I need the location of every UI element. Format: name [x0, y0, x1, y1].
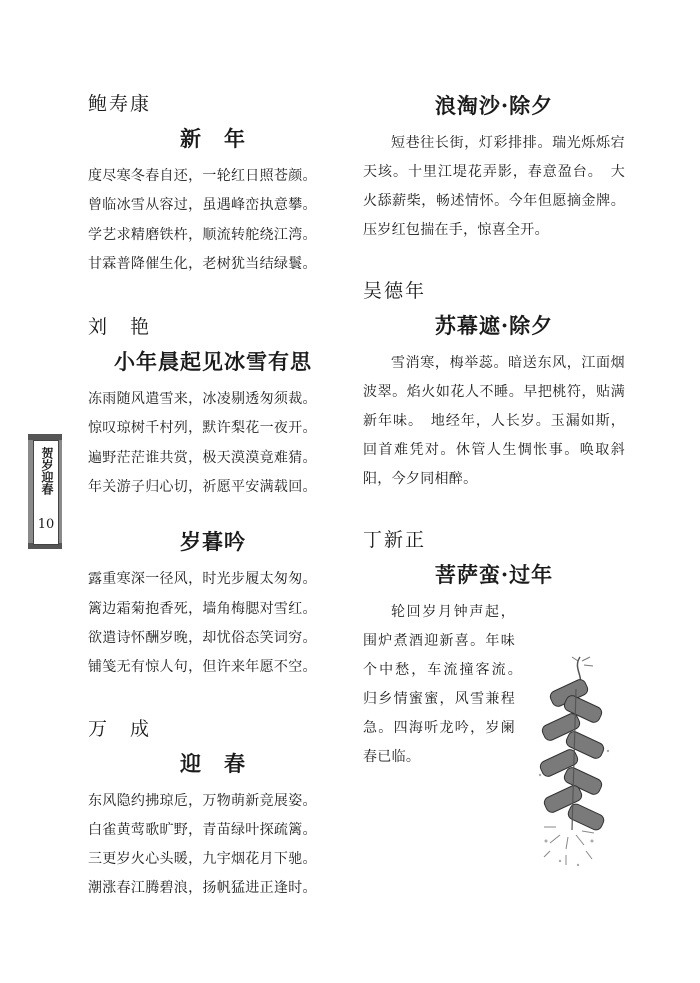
- poem-line: 冻雨随风遣雪来，冰凌剔透匆须裁。: [88, 391, 317, 408]
- poem-line: 东风隐约拂琼卮，万物萌新竞展姿。: [88, 792, 317, 809]
- left-column: [88, 92, 338, 904]
- author-name: 鲍寿康: [88, 93, 152, 115]
- poem-title: 苏幕遮·除夕: [434, 313, 554, 338]
- poem: [88, 528, 338, 682]
- poem: [363, 279, 625, 494]
- page-number: 10: [37, 517, 55, 532]
- firecracker-icon: [520, 655, 620, 875]
- poem-text: 轮回岁月钟声起，围炉煮酒迎新喜。年味个中愁，车流撞客流。 归乡情蜜蜜，风雪兼程急。四海听龙吟，岁阑春已临。: [363, 604, 530, 765]
- poem-line: 惊叹琼树千村列，默许梨花一夜开。: [88, 420, 317, 437]
- poem-title: 新 年: [180, 126, 246, 151]
- poem-line: 曾临冰雪从容过，虽遇峰峦执意攀。: [88, 197, 317, 214]
- poem-line: 篱边霜菊抱香死，墙角梅腮对雪红。: [88, 600, 317, 617]
- author-name: 吴德年: [363, 280, 427, 302]
- tab-inner: [33, 440, 59, 545]
- side-tab: [28, 434, 62, 549]
- poem-line: 欲遣诗怀酬岁晚，却忧俗态笑词穷。: [88, 629, 317, 646]
- poem-line: 年关游子归心切，祈愿平安满载回。: [88, 479, 317, 496]
- poem-title: 浪淘沙·除夕: [434, 93, 554, 118]
- poem-line: 遍野茫茫谁共赏，极天漠漠竟难猜。: [88, 449, 317, 466]
- poem-line: 潮涨春江腾碧浪，扬帆猛进正逢时。: [88, 880, 317, 897]
- poem-title: 迎 春: [180, 750, 246, 776]
- poem: [363, 92, 625, 245]
- poem-text: 雪消寒，梅举蕊。暗送东风，江面烟波翠。焰火如花人不睡。早把桃符，贴满新年味。 地经年，人长岁。玉漏如斯，回首难凭对。休管人生惆怅事。唤取斜阳，今夕同相醉。: [363, 355, 625, 487]
- poem: [88, 315, 338, 502]
- poem-title: 菩萨蛮·过年: [434, 562, 554, 587]
- poem-line: 露重寒深一径风，时光步履太匆匆。: [88, 571, 317, 588]
- poem-line: 铺笺无有惊人句，但许来年愿不空。: [88, 659, 317, 676]
- author-name: 刘 艳: [88, 316, 152, 339]
- poem: [88, 717, 338, 904]
- section-title: 贺岁迎春: [40, 447, 54, 495]
- poem-line: 学艺求精磨铁杵，顺流转舵绕江湾。: [88, 226, 317, 243]
- poem-title: 岁暮吟: [180, 529, 246, 555]
- author-name: 万 成: [88, 717, 152, 740]
- poem-title: 小年晨起见冰雪有思: [114, 349, 312, 375]
- poem-text: 短巷往长街，灯彩排排。瑞光烁烁宕天垓。十里江堤花弄影，春意盈台。 大火舔薪柴，畅述情怀。今年但愿摘金牌。压岁红包揣在手，惊喜全开。: [363, 135, 625, 238]
- poem-line: 白雀黄莺歌旷野，青苗绿叶探疏篱。: [88, 821, 317, 838]
- poem-line: 三更岁火心头暖，九宇烟花月下驰。: [88, 851, 317, 868]
- author-name: 丁新正: [363, 529, 427, 551]
- poem-line: 度尽寒冬春自还，一轮红日照苍颜。: [88, 168, 317, 184]
- poem: [88, 92, 338, 279]
- poem-line: 甘霖普降催生化，老树犹当结绿鬟。: [88, 255, 317, 272]
